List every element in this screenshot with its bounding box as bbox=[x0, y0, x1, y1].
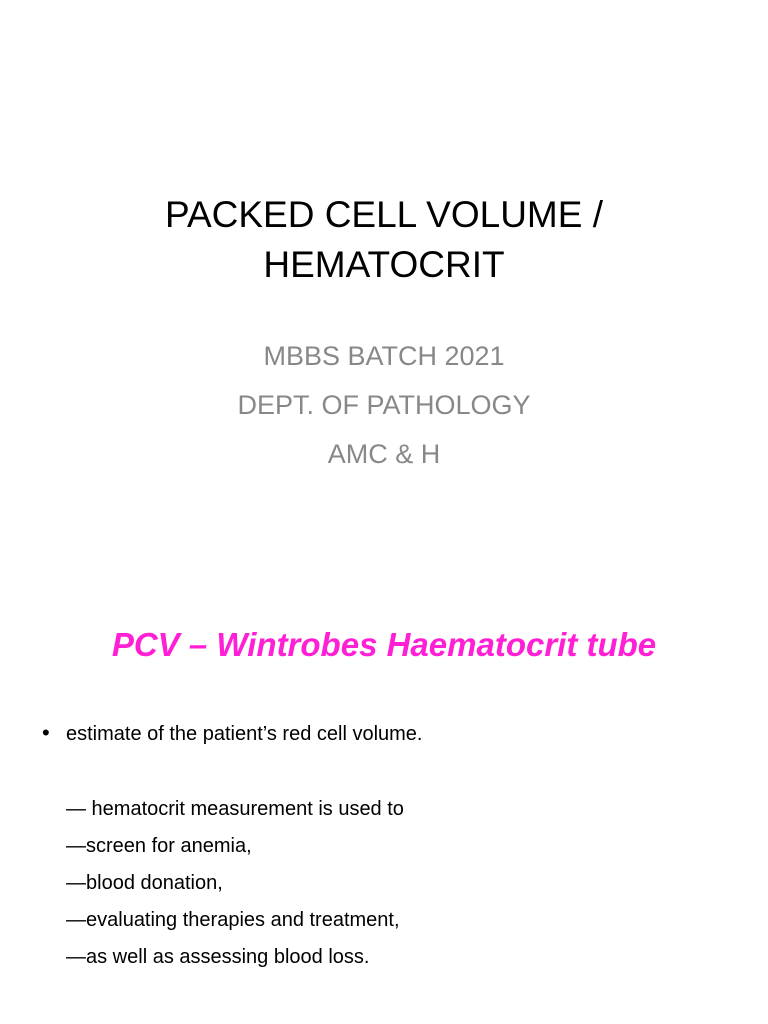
subtitle-line: DEPT. OF PATHOLOGY bbox=[237, 390, 531, 420]
dash-list-item: —evaluating therapies and treatment, bbox=[66, 909, 400, 931]
subtitle-line: MBBS BATCH 2021 bbox=[263, 341, 505, 371]
dash-list-item: — hematocrit measurement is used to bbox=[66, 798, 404, 820]
slide-heading: PCV – Wintrobes Haematocrit tube bbox=[111, 626, 657, 663]
subtitle-line: AMC & H bbox=[327, 439, 441, 469]
slide-title-line-1: PACKED CELL VOLUME / bbox=[165, 194, 603, 235]
bullet-text: estimate of the patient’s red cell volume. bbox=[66, 723, 423, 745]
slide-subtitle bbox=[40, 332, 728, 479]
slide-title-line-2: HEMATOCRIT bbox=[263, 244, 505, 285]
dash-list-item: —blood donation, bbox=[66, 872, 223, 894]
bullet-item bbox=[42, 718, 422, 749]
slide-title bbox=[40, 190, 728, 290]
dash-list-item: —screen for anemia, bbox=[66, 835, 252, 857]
dash-list-item: —as well as assessing blood loss. bbox=[66, 946, 370, 968]
bullet-icon: • bbox=[42, 720, 50, 745]
dash-list bbox=[66, 791, 404, 976]
content-slide bbox=[0, 576, 768, 1024]
